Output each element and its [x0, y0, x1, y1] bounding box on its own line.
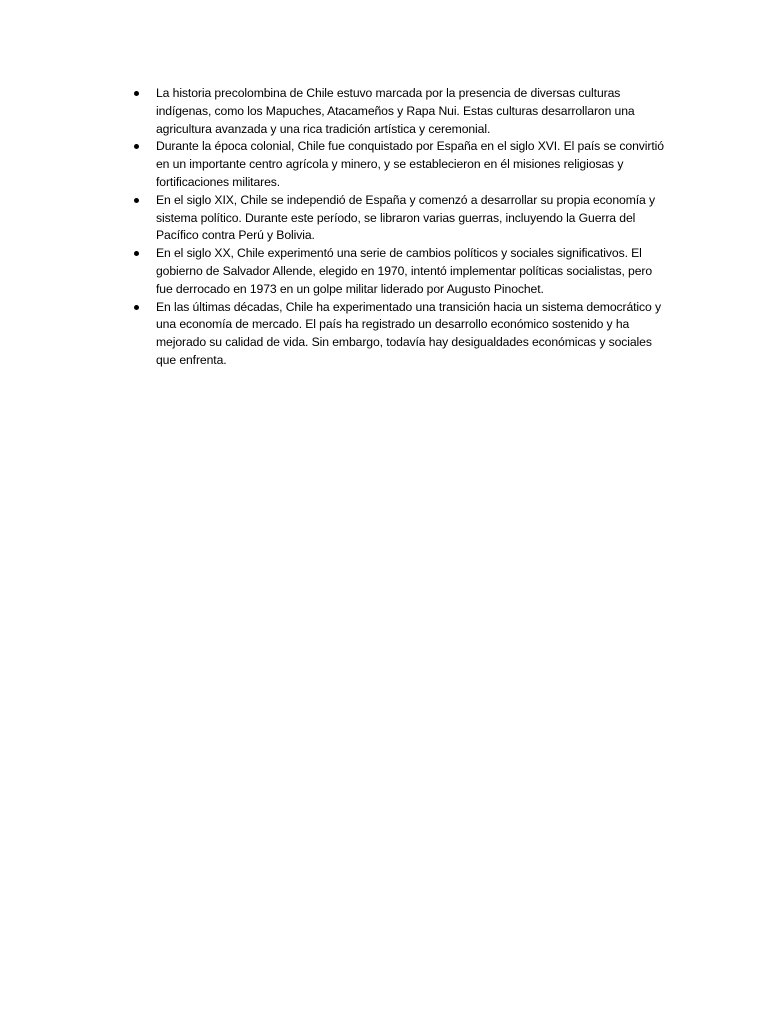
bullet-icon [134, 144, 139, 149]
list-item [128, 245, 668, 298]
bullet-icon [134, 305, 139, 310]
list-item [128, 299, 668, 370]
bullet-icon [134, 251, 139, 256]
bullet-text: Durante la época colonial, Chile fue conquistado por España en el siglo XVI. El país se convirtió en un importante centro agrícola y minero, y se establecieron en él misiones religiosas y fortificaciones militares. [156, 139, 664, 189]
list-item [128, 138, 668, 191]
bullet-text: En el siglo XX, Chile experimentó una serie de cambios políticos y sociales significativos. El gobierno de Salvador Allende, elegido en 1970, intentó implementar políticas socialistas, pero fue derrocado en 1973 en un golpe militar liderado por Augusto Pinochet. [156, 246, 653, 296]
bullet-text: En las últimas décadas, Chile ha experimentado una transición hacia un sistema democrático y una economía de mercado. El país ha registrado un desarrollo económico sostenido y ha mejorado su calidad de vida. Sin embargo, todavía hay desigualdades económicas y sociales que enfrenta. [156, 299, 661, 367]
list-item [128, 85, 668, 138]
bullet-icon [134, 198, 139, 203]
bullet-text: En el siglo XIX, Chile se independió de España y comenzó a desarrollar su propia economía y sistema político. Durante este período, se libraron varias guerras, incluyendo la Guerra del Pacífico contra Perú y Bolivia. [156, 192, 656, 243]
bullet-text: La historia precolombina de Chile estuvo marcada por la presencia de diversas culturas indígenas, como los Mapuches, Atacameños y Rapa Nui. Estas culturas desarrollaron una agricultura avanzada y una rica tradición artística y ceremonial. [156, 86, 635, 136]
bullet-icon [134, 91, 139, 96]
list-item [128, 192, 668, 245]
bullet-list [128, 85, 668, 370]
